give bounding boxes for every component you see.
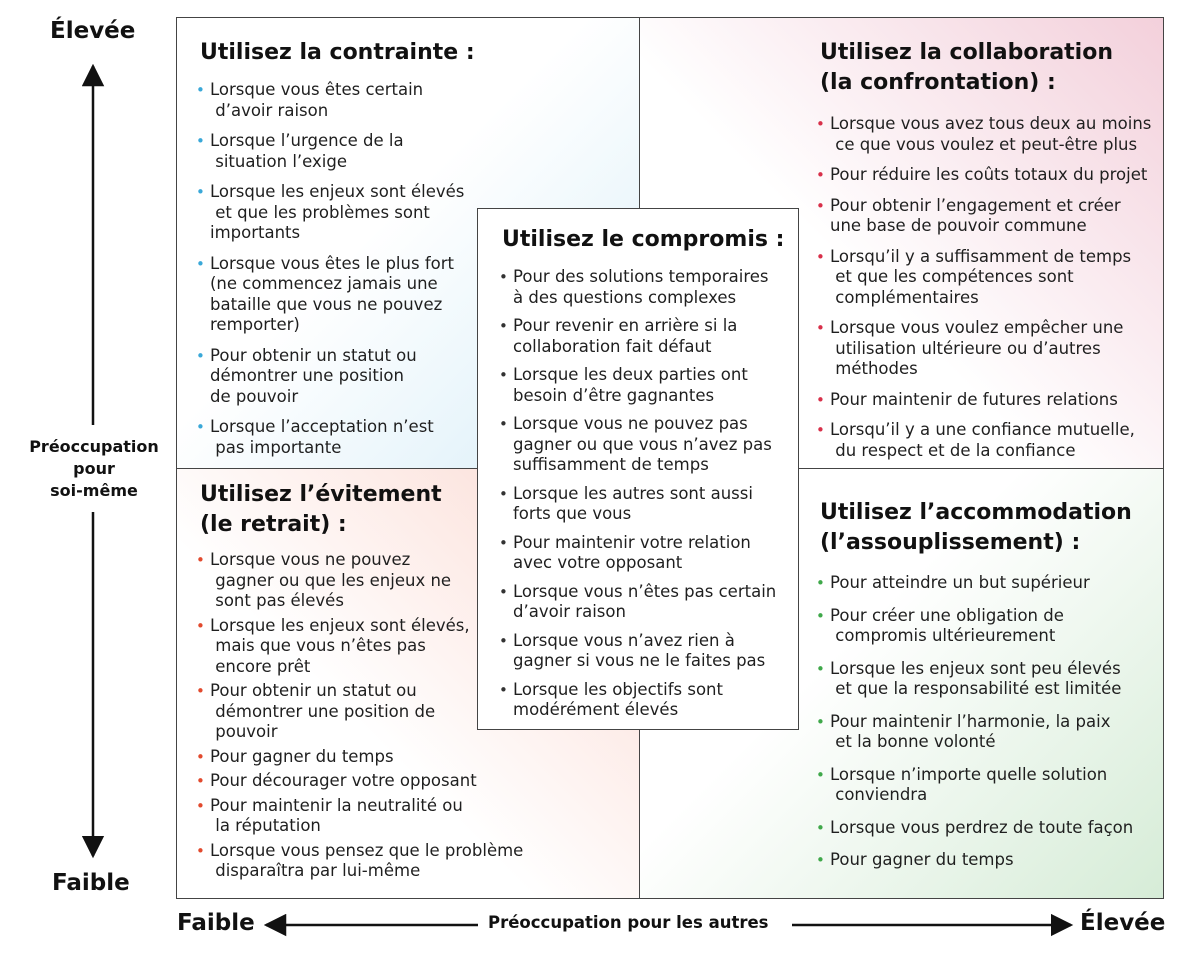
- y-axis-title-line: Préoccupation: [29, 437, 159, 456]
- contrainte-item-line: • Lorsque l’urgence de la: [210, 131, 404, 150]
- y-axis-high-label: Élevée: [50, 18, 136, 44]
- collaboration-list: [816, 114, 1156, 461]
- compromis-item: [499, 414, 794, 476]
- compromis-item-line: • Lorsque vous ne pouvez pas: [513, 414, 748, 433]
- compromis-item-line: à des questions complexes: [513, 287, 737, 307]
- evitement-item-line: • Pour gagner du temps: [210, 746, 394, 766]
- compromis-item-line: d’avoir raison: [513, 602, 626, 621]
- accommodation-item-line: • Lorsque vous perdrez de toute façon: [830, 817, 1134, 837]
- collaboration-item-line: ce que vous voulez et peut-être plus: [830, 134, 1138, 154]
- compromis-item-line: • Lorsque les deux parties ont: [513, 365, 748, 384]
- collaboration-item-line: du respect et de la confiance: [830, 440, 1076, 460]
- compromis-item: [499, 365, 794, 406]
- evitement-item: [196, 796, 536, 837]
- contrainte-item: [196, 417, 486, 458]
- contrainte-item: [196, 80, 486, 121]
- compromis-item: [499, 631, 794, 672]
- accommodation-item: [816, 573, 1156, 594]
- collaboration-item-line: et que les compétences sont: [830, 267, 1074, 286]
- compromis-item-line: avec votre opposant: [513, 553, 683, 572]
- contrainte-item-line: bataille que vous ne pouvez: [210, 294, 443, 314]
- compromis-item: [499, 484, 794, 525]
- compromis-title: Utilisez le compromis :: [502, 227, 785, 252]
- contrainte-item-line: (ne commencez jamais une: [210, 274, 438, 293]
- accommodation-item-line: • Lorsque les enjeux sont peu élevés: [830, 658, 1121, 678]
- accommodation-item: [816, 606, 1156, 647]
- compromis-item-line: collaboration fait défaut: [513, 336, 712, 356]
- evitement-item-line: mais que vous n’êtes pas: [210, 636, 426, 655]
- accommodation-item-line: et la bonne volonté: [830, 732, 996, 751]
- contrainte-item-line: importants: [210, 223, 301, 242]
- collaboration-item-line: utilisation ultérieure ou d’autres: [830, 338, 1101, 358]
- contrainte-item-line: • Pour obtenir un statut ou: [210, 345, 417, 365]
- accommodation-item-line: • Pour atteindre un but supérieur: [830, 573, 1090, 592]
- x-axis-title: Préoccupation pour les autres: [488, 913, 769, 932]
- compromis-item-line: modérément élevés: [513, 700, 679, 719]
- contrainte-item-line: • Lorsque l’acceptation n’est: [210, 417, 434, 436]
- accommodation-item-line: • Pour créer une obligation de: [830, 605, 1064, 625]
- y-axis-low-label: Faible: [52, 870, 130, 896]
- x-axis-high-label: Élevée: [1080, 910, 1166, 936]
- evitement-item: [196, 841, 536, 882]
- collaboration-item-line: • Pour maintenir de futures relations: [830, 389, 1118, 409]
- evitement-item-line: • Lorsque vous pensez que le problème: [210, 840, 524, 860]
- contrainte-title: Utilisez la contrainte :: [200, 40, 475, 65]
- accommodation-title: Utilisez l’accommodation (l’assouplissement) :: [820, 500, 1132, 555]
- contrainte-item-line: remporter): [210, 315, 300, 334]
- collaboration-item: [816, 420, 1156, 461]
- collaboration-item: [816, 318, 1156, 380]
- collaboration-item: [816, 196, 1156, 237]
- compromis-item-line: besoin d’être gagnantes: [513, 385, 715, 405]
- compromis-item-line: gagner ou que vous n’avez pas: [513, 434, 772, 454]
- contrainte-item: [196, 346, 486, 408]
- collaboration-item: [816, 390, 1156, 411]
- collaboration-title: Utilisez la collaboration (la confrontation) :: [820, 40, 1114, 95]
- accommodation-list: [816, 573, 1156, 871]
- compromis-item-line: • Pour revenir en arrière si la: [513, 316, 738, 335]
- accommodation-item-line: • Pour gagner du temps: [830, 850, 1014, 869]
- evitement-item-line: pouvoir: [210, 722, 278, 741]
- accommodation-item-line: • Pour maintenir l’harmonie, la paix: [830, 711, 1111, 731]
- contrainte-item-line: situation l’exige: [210, 151, 347, 171]
- compromis-item-line: • Lorsque les objectifs sont: [513, 679, 723, 699]
- evitement-item: [196, 747, 536, 768]
- contrainte-item-line: pas importante: [210, 437, 342, 457]
- contrainte-item-line: de pouvoir: [210, 386, 299, 406]
- evitement-item-line: démontrer une position de: [210, 701, 436, 721]
- compromis-item: [499, 533, 794, 574]
- collaboration-item-line: méthodes: [830, 359, 918, 378]
- collaboration-item-line: complémentaires: [830, 287, 979, 307]
- compromis-item-line: • Lorsque les autres sont aussi: [513, 483, 753, 503]
- collaboration-item-line: • Lorsqu’il y a une confiance mutuelle,: [830, 420, 1135, 439]
- accommodation-item-line: • Lorsque n’importe quelle solution: [830, 764, 1108, 784]
- accommodation-item-line: conviendra: [830, 785, 928, 804]
- collaboration-item: [816, 114, 1156, 155]
- x-axis-low-label: Faible: [177, 910, 255, 936]
- collaboration-item-line: une base de pouvoir commune: [830, 216, 1087, 235]
- collaboration-item-line: • Pour obtenir l’engagement et créer: [830, 195, 1121, 215]
- accommodation-item-line: compromis ultérieurement: [830, 626, 1056, 645]
- collaboration-item-line: • Lorsque vous avez tous deux au moins: [830, 114, 1152, 133]
- evitement-item-line: • Pour décourager votre opposant: [210, 771, 477, 790]
- y-axis-title-line: pour: [73, 459, 115, 478]
- contrainte-item-line: et que les problèmes sont: [210, 202, 430, 222]
- compromis-item: [499, 582, 794, 623]
- collaboration-item-line: • Lorsque vous voulez empêcher une: [830, 318, 1124, 337]
- evitement-item: [196, 771, 536, 792]
- compromis-item-line: forts que vous: [513, 504, 632, 523]
- compromis-item-line: • Lorsque vous n’avez rien à: [513, 630, 735, 650]
- collaboration-item: [816, 165, 1156, 186]
- accommodation-item-line: et que la responsabilité est limitée: [830, 679, 1122, 698]
- evitement-item-line: • Lorsque vous ne pouvez: [210, 550, 411, 569]
- evitement-item-line: • Pour obtenir un statut ou: [210, 681, 417, 700]
- accommodation-item: [816, 659, 1156, 700]
- accommodation-item: [816, 712, 1156, 753]
- evitement-item-line: • Pour maintenir la neutralité ou: [210, 795, 463, 815]
- compromis-item-line: • Lorsque vous n’êtes pas certain: [513, 581, 777, 601]
- accommodation-item: [816, 765, 1156, 806]
- contrainte-item-line: d’avoir raison: [210, 100, 329, 120]
- contrainte-item: [196, 254, 486, 336]
- evitement-title: Utilisez l’évitement (le retrait) :: [200, 482, 442, 537]
- compromis-item-line: gagner si vous ne le faites pas: [513, 651, 766, 670]
- compromis-item: [499, 267, 794, 308]
- contrainte-item-line: démontrer une position: [210, 366, 404, 385]
- evitement-item-line: encore prêt: [210, 656, 311, 676]
- contrainte-item-line: • Lorsque les enjeux sont élevés: [210, 182, 465, 201]
- contrainte-item: [196, 131, 486, 172]
- compromis-item-line: • Pour des solutions temporaires: [513, 267, 769, 286]
- accommodation-item: [816, 850, 1156, 871]
- evitement-item-line: gagner ou que les enjeux ne: [210, 570, 452, 590]
- accommodation-item: [816, 818, 1156, 839]
- y-axis-title-line: soi-même: [50, 481, 138, 500]
- evitement-item-line: sont pas élevés: [210, 591, 344, 610]
- collaboration-item: [816, 247, 1156, 309]
- contrainte-list: [196, 80, 486, 458]
- contrainte-item: [196, 182, 486, 244]
- compromis-item-line: suffisamment de temps: [513, 455, 709, 474]
- collaboration-item-line: • Pour réduire les coûts totaux du projet: [830, 165, 1148, 184]
- compromis-item: [499, 316, 794, 357]
- evitement-item-line: disparaîtra par lui-même: [210, 861, 421, 880]
- evitement-item-line: la réputation: [210, 816, 321, 835]
- compromis-list: [499, 267, 794, 721]
- contrainte-item-line: • Lorsque vous êtes le plus fort: [210, 253, 454, 273]
- evitement-item-line: • Lorsque les enjeux sont élevés,: [210, 615, 470, 635]
- collaboration-item-line: • Lorsqu’il y a suffisamment de temps: [830, 246, 1132, 266]
- compromis-item-line: • Pour maintenir votre relation: [513, 532, 751, 552]
- contrainte-item-line: • Lorsque vous êtes certain: [210, 80, 424, 99]
- compromis-item: [499, 680, 794, 721]
